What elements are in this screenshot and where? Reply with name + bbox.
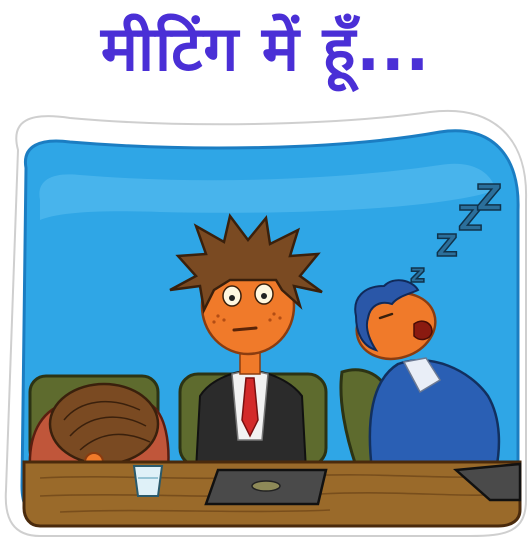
center-man-left-pupil [229, 295, 235, 301]
snore-letter-1: z [410, 259, 426, 289]
caption-title: मीटिंग में हूँ... [100, 12, 431, 85]
glass-icon [134, 466, 162, 496]
laptop-icon [206, 470, 326, 504]
snore-letter-2: Z [436, 229, 458, 264]
snore-letter-3: Z [458, 199, 483, 239]
right-man-mouth [414, 321, 432, 339]
center-man-mouth [234, 328, 256, 330]
center-man-right-pupil [261, 293, 267, 299]
snore-letter-4: Z [476, 178, 503, 219]
